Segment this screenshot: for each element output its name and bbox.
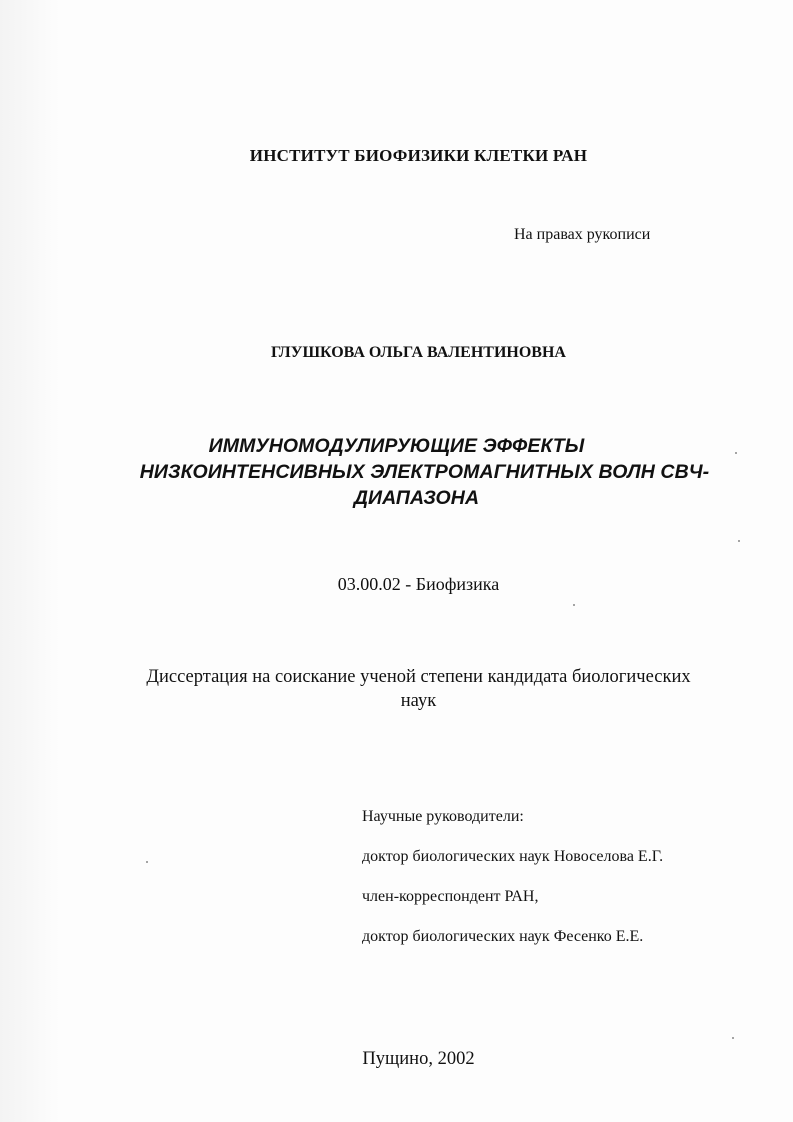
scan-speck [573, 604, 575, 606]
supervisor-line-1: доктор биологических наук Новоселова Е.Г. [362, 848, 664, 865]
author-name: ГЛУШКОВА ОЛЬГА ВАЛЕНТИНОВНА [271, 344, 566, 361]
manuscript-note: На правах рукописи [514, 226, 651, 243]
scan-speck [735, 452, 737, 454]
supervisor-line-2: член-корреспондент РАН, [362, 888, 539, 905]
dissertation-description-line-1: Диссертация на соискание ученой степени кандидата биологических [146, 667, 691, 687]
institute-name: ИНСТИТУТ БИОФИЗИКИ КЛЕТКИ РАН [249, 146, 588, 165]
dissertation-title-line-3: ДИАПАЗОНА [353, 487, 480, 509]
dissertation-title-line-1: ИММУНОМОДУЛИРУЮЩИЕ ЭФФЕКТЫ [208, 435, 585, 457]
supervisors-block [362, 808, 663, 968]
specialty-code: 03.00.02 - Биофизика [337, 574, 500, 594]
supervisor-line-3: доктор биологических наук Фесенко Е.Е. [362, 928, 644, 945]
scan-speck [732, 1037, 734, 1039]
supervisors-heading: Научные руководители: [362, 808, 524, 825]
scan-edge-shading [0, 0, 60, 1122]
scan-speck [146, 861, 148, 863]
scan-speck [738, 540, 740, 542]
dissertation-title-line-2: НИЗКОИНТЕНСИВНЫХ ЭЛЕКТРОМАГНИТНЫХ ВОЛН СВЧ- [139, 461, 710, 483]
place-and-year: Пущино, 2002 [362, 1049, 475, 1069]
dissertation-description-line-2: наук [400, 691, 437, 711]
